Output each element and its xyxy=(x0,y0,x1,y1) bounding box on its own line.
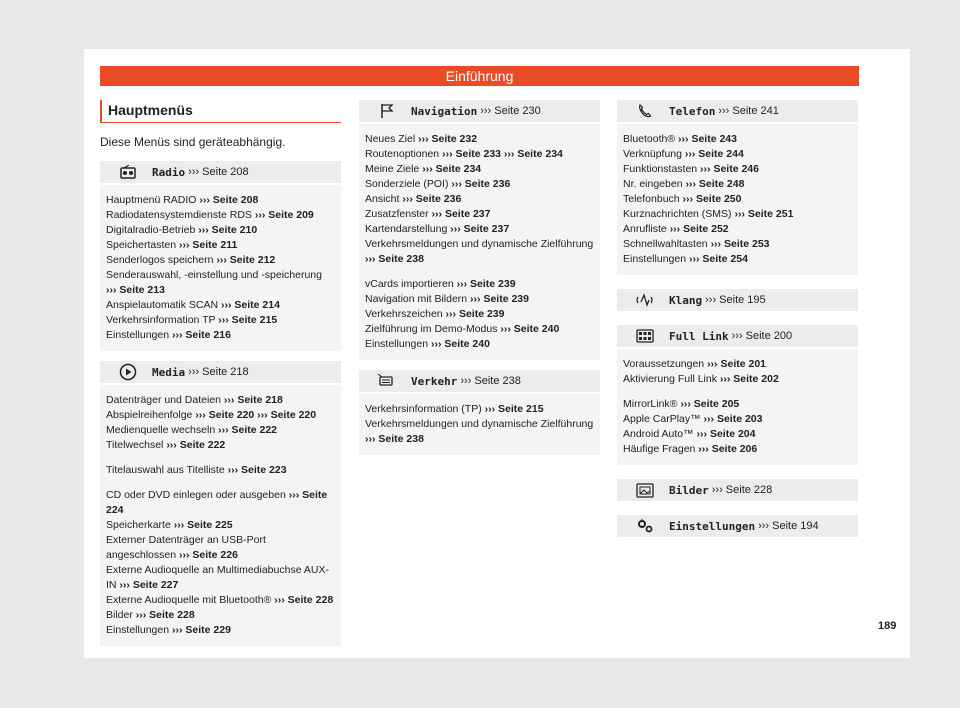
list-item-label: Verkehrsinformation (TP) xyxy=(365,403,485,415)
list-item xyxy=(623,237,852,252)
menu-box-title: Full Link xyxy=(669,329,729,343)
menu-box-body xyxy=(617,349,858,465)
list-item xyxy=(623,442,852,457)
menu-box-header xyxy=(617,325,858,347)
list-item-page-ref[interactable]: ››› Seite 215 xyxy=(218,314,278,326)
list-item xyxy=(106,268,335,298)
list-item xyxy=(106,408,335,423)
menu-box-page-ref[interactable]: ››› Seite 238 xyxy=(460,375,521,387)
list-item xyxy=(365,322,594,337)
menu-box-verkehr xyxy=(359,370,600,455)
menu-box-page-ref[interactable]: ››› Seite 200 xyxy=(731,330,793,342)
list-item xyxy=(106,238,335,253)
list-item-page-ref[interactable]: ››› Seite 222 xyxy=(218,424,278,436)
list-item-label: Nr. eingeben xyxy=(623,178,686,190)
menu-box-page-ref[interactable]: ››› Seite 241 xyxy=(718,105,779,117)
list-item-page-ref[interactable]: ››› Seite 216 xyxy=(171,329,231,341)
menu-box-header xyxy=(359,100,600,122)
list-item-page-ref[interactable]: ››› Seite 229 xyxy=(171,624,231,636)
list-item-label: Apple CarPlay™ xyxy=(623,413,704,425)
list-item xyxy=(106,608,335,623)
list-item-label: Verkehrsmeldungen und dynamische Zielführung xyxy=(365,238,594,250)
list-item xyxy=(106,623,335,638)
list-item-label: Einstellungen xyxy=(365,338,431,350)
list-item-page-ref[interactable]: ››› Seite 248 xyxy=(685,178,745,190)
list-item-page-ref[interactable]: ››› Seite 212 xyxy=(216,254,276,266)
list-item-page-ref[interactable]: ››› Seite 238 xyxy=(365,253,424,265)
list-item xyxy=(365,147,594,162)
list-item xyxy=(106,593,335,608)
menu-box-header xyxy=(617,289,858,311)
list-item-label: Navigation mit Bildern xyxy=(365,293,471,305)
list-item xyxy=(623,397,852,412)
list-item-page-ref[interactable]: ››› Seite 239 xyxy=(445,308,505,320)
radio-icon xyxy=(108,165,148,179)
menu-box-full-link xyxy=(617,325,858,465)
menu-box-title: Bilder xyxy=(669,483,709,497)
menu-box-title: Telefon xyxy=(669,104,716,118)
list-item xyxy=(365,417,594,447)
list-item xyxy=(623,162,852,177)
list-item-page-ref[interactable]: ››› Seite 253 xyxy=(710,238,770,250)
menu-box-body xyxy=(617,124,858,275)
list-item-label: CD oder DVD einlegen oder ausgeben xyxy=(106,489,289,501)
list-item-page-ref[interactable]: ››› Seite 232 xyxy=(418,133,478,145)
list-item-label: Verknüpfung xyxy=(623,148,685,160)
list-item xyxy=(365,207,594,222)
list-item xyxy=(365,402,594,417)
section-title: Hauptmenüs xyxy=(100,100,341,123)
phone-icon xyxy=(625,103,665,119)
menu-box-header xyxy=(100,161,341,183)
list-item-label: Externer Datenträger an USB-Port angeschlossen xyxy=(106,534,266,561)
menu-box-media xyxy=(100,361,341,646)
list-item-page-ref[interactable]: ››› Seite 208 xyxy=(199,194,259,206)
list-item xyxy=(106,563,335,593)
traffic-icon xyxy=(367,374,407,388)
list-item xyxy=(365,162,594,177)
list-item xyxy=(365,237,594,267)
menu-box-page-ref[interactable]: ››› Seite 228 xyxy=(711,484,773,496)
sound-icon xyxy=(625,292,665,308)
list-item-page-ref[interactable]: ››› Seite 213 xyxy=(106,284,165,296)
settings-gear-icon xyxy=(625,518,665,534)
list-item xyxy=(106,253,335,268)
list-item-page-ref[interactable]: ››› Seite 203 xyxy=(703,413,763,425)
list-item xyxy=(623,372,852,387)
list-item-label: Kartendarstellung xyxy=(365,223,451,235)
list-item-label: Externe Audioquelle an Multimediabuchse AUX-IN xyxy=(106,564,329,591)
list-item xyxy=(623,427,852,442)
list-item-label: Ansicht xyxy=(365,193,403,205)
list-item-label: Bilder xyxy=(106,609,136,621)
list-item-page-ref[interactable]: ››› Seite 223 xyxy=(227,464,287,476)
list-item-label: Zusatzfenster xyxy=(365,208,432,220)
list-item-page-ref[interactable]: ››› Seite 204 xyxy=(696,428,756,440)
menu-box-title: Navigation xyxy=(411,104,478,118)
list-item xyxy=(623,222,852,237)
list-item-label: Anrufliste xyxy=(623,223,670,235)
list-item xyxy=(365,292,594,307)
page-number: 189 xyxy=(878,620,897,632)
column-left xyxy=(100,100,341,656)
list-item xyxy=(623,192,852,207)
list-item xyxy=(365,307,594,322)
list-item xyxy=(623,132,852,147)
spacer xyxy=(365,267,594,277)
list-item-page-ref[interactable]: ››› Seite 227 xyxy=(119,579,179,591)
list-item-page-ref[interactable]: ››› Seite 209 xyxy=(254,209,314,221)
menu-box-header xyxy=(617,100,858,122)
list-item-page-ref[interactable]: ››› Seite 236 xyxy=(402,193,462,205)
list-item xyxy=(106,298,335,313)
list-item-page-ref[interactable]: ››› Seite 239 xyxy=(456,278,516,290)
list-item-page-ref[interactable]: ››› Seite 233 ››› Seite 234 xyxy=(442,148,563,160)
list-item xyxy=(365,337,594,352)
menu-box-radio xyxy=(100,161,341,351)
list-item-page-ref[interactable]: ››› Seite 225 xyxy=(173,519,233,531)
menu-box-page-ref[interactable]: ››› Seite 218 xyxy=(188,366,249,378)
list-item xyxy=(106,328,335,343)
list-item-label: Schnellwahltasten xyxy=(623,238,711,250)
fulllink-icon xyxy=(625,329,665,343)
list-item xyxy=(106,438,335,453)
list-item xyxy=(623,207,852,222)
list-item-label: Abspielreihenfolge xyxy=(106,409,196,421)
menu-box-page-ref[interactable]: ››› Seite 195 xyxy=(705,294,766,306)
column-middle xyxy=(359,100,600,465)
list-item xyxy=(365,192,594,207)
list-item xyxy=(365,132,594,147)
list-item-label: Sonderziele (POI) xyxy=(365,178,452,190)
list-item xyxy=(106,463,335,478)
list-item xyxy=(365,177,594,192)
list-item xyxy=(623,412,852,427)
list-item-label: Radiodatensystemdienste RDS xyxy=(106,209,255,221)
list-item-label: Routenoptionen xyxy=(365,148,443,160)
list-item xyxy=(106,533,335,563)
spacer xyxy=(106,478,335,488)
media-play-icon xyxy=(108,363,148,381)
list-item-label: Speichertasten xyxy=(106,239,179,251)
menu-box-bilder xyxy=(617,479,858,501)
list-item-label: Hauptmenü RADIO xyxy=(106,194,200,206)
menu-box-title: Verkehr xyxy=(411,374,458,388)
list-item xyxy=(106,393,335,408)
list-item-label: Aktivierung Full Link xyxy=(623,373,720,385)
list-item xyxy=(106,488,335,518)
list-item-page-ref[interactable]: ››› Seite 210 xyxy=(198,224,258,236)
list-item-page-ref[interactable]: ››› Seite 254 xyxy=(688,253,748,265)
list-item-page-ref[interactable]: ››› Seite 224 xyxy=(106,489,328,516)
list-item-page-ref[interactable]: ››› Seite 237 xyxy=(450,223,510,235)
list-item-label: MirrorLink® xyxy=(623,398,681,410)
list-item-page-ref[interactable]: ››› Seite 201 xyxy=(707,358,767,370)
list-item-label: Verkehrsinformation TP xyxy=(106,314,219,326)
list-item-label: Funktionstasten xyxy=(623,163,701,175)
list-item xyxy=(623,357,852,372)
column-right xyxy=(617,100,858,547)
list-item-label: Einstellungen xyxy=(106,624,172,636)
menu-box-body xyxy=(100,385,341,646)
list-item-page-ref[interactable]: ››› Seite 220 ››› Seite 220 xyxy=(195,409,317,421)
list-item-label: Verkehrsmeldungen und dynamische Zielführung xyxy=(365,418,594,430)
list-item-label: Häufige Fragen xyxy=(623,443,699,455)
list-item-label: Externe Audioquelle mit Bluetooth® xyxy=(106,594,275,606)
list-item-label: Kurznachrichten (SMS) xyxy=(623,208,735,220)
list-item-label: Zielführung im Demo-Modus xyxy=(365,323,501,335)
menu-box-header xyxy=(617,479,858,501)
image-icon xyxy=(625,483,665,498)
list-item-label: Einstellungen xyxy=(106,329,172,341)
list-item-page-ref[interactable]: ››› Seite 215 xyxy=(484,403,544,415)
list-item-label: Android Auto™ xyxy=(623,428,697,440)
list-item-label: Einstellungen xyxy=(623,253,689,265)
list-item-label: Bluetooth® xyxy=(623,133,679,145)
section-intro: Diese Menüs sind geräteabhängig. xyxy=(100,135,286,149)
menu-box-header xyxy=(100,361,341,383)
list-item xyxy=(106,223,335,238)
list-item-label: Meine Ziele xyxy=(365,163,423,175)
list-item-page-ref[interactable]: ››› Seite 202 xyxy=(719,373,779,385)
menu-box-klang xyxy=(617,289,858,311)
list-item-page-ref[interactable]: ››› Seite 206 xyxy=(698,443,758,455)
menu-box-title: Einstellungen xyxy=(669,519,756,533)
spacer xyxy=(623,387,852,397)
list-item-label: Verkehrszeichen xyxy=(365,308,446,320)
flag-icon xyxy=(367,103,407,119)
list-item-label: Datenträger und Dateien xyxy=(106,394,224,406)
list-item xyxy=(106,423,335,438)
menu-box-telefon xyxy=(617,100,858,275)
list-item-label: vCards importieren xyxy=(365,278,457,290)
list-item-page-ref[interactable]: ››› Seite 222 xyxy=(166,439,226,451)
list-item-page-ref[interactable]: ››› Seite 211 xyxy=(178,239,238,251)
list-item-page-ref[interactable]: ››› Seite 251 xyxy=(734,208,794,220)
list-item-page-ref[interactable]: ››› Seite 226 xyxy=(178,549,238,561)
list-item-page-ref[interactable]: ››› Seite 246 xyxy=(700,163,759,175)
list-item-page-ref[interactable]: ››› Seite 228 xyxy=(135,609,195,621)
list-item-page-ref[interactable]: ››› Seite 218 xyxy=(223,394,283,406)
list-item-label: Anspielautomatik SCAN xyxy=(106,299,221,311)
list-item-page-ref[interactable]: ››› Seite 228 xyxy=(274,594,334,606)
menu-box-page-ref[interactable]: ››› Seite 208 xyxy=(188,166,249,178)
list-item-page-ref[interactable]: ››› Seite 214 xyxy=(220,299,280,311)
menu-box-header xyxy=(617,515,858,537)
menu-box-title: Media xyxy=(152,365,186,379)
list-item-page-ref[interactable]: ››› Seite 240 xyxy=(500,323,560,335)
list-item-page-ref[interactable]: ››› Seite 250 xyxy=(682,193,742,205)
list-item-label: Digitalradio-Betrieb xyxy=(106,224,199,236)
list-item xyxy=(106,208,335,223)
menu-box-title: Klang xyxy=(669,293,703,307)
list-item xyxy=(623,177,852,192)
menu-box-body xyxy=(359,124,600,360)
list-item xyxy=(106,193,335,208)
list-item-label: Senderlogos speichern xyxy=(106,254,217,266)
list-item-page-ref[interactable]: ››› Seite 237 xyxy=(431,208,491,220)
list-item-page-ref[interactable]: ››› Seite 205 xyxy=(680,398,740,410)
menu-box-page-ref[interactable]: ››› Seite 194 xyxy=(758,520,819,532)
list-item xyxy=(623,252,852,267)
list-item-page-ref[interactable]: ››› Seite 238 xyxy=(365,433,424,445)
list-item xyxy=(106,518,335,533)
list-item xyxy=(106,313,335,328)
list-item xyxy=(623,147,852,162)
menu-box-body xyxy=(359,394,600,455)
menu-box-navigation xyxy=(359,100,600,360)
menu-box-body xyxy=(100,185,341,351)
list-item-page-ref[interactable]: ››› Seite 252 xyxy=(669,223,729,235)
list-item-page-ref[interactable]: ››› Seite 236 xyxy=(451,178,511,190)
list-item-label: Telefonbuch xyxy=(623,193,683,205)
list-item-label: Titelwechsel xyxy=(106,439,167,451)
list-item-label: Medienquelle wechseln xyxy=(106,424,219,436)
list-item-page-ref[interactable]: ››› Seite 234 xyxy=(422,163,482,175)
menu-box-title: Radio xyxy=(152,165,186,179)
list-item xyxy=(365,222,594,237)
chapter-header: Einführung xyxy=(100,66,859,86)
list-item-label: Speicherkarte xyxy=(106,519,174,531)
list-item-page-ref[interactable]: ››› Seite 243 xyxy=(678,133,737,145)
list-item-label: Neues Ziel xyxy=(365,133,419,145)
list-item-page-ref[interactable]: ››› Seite 244 xyxy=(684,148,744,160)
list-item-label: Voraussetzungen xyxy=(623,358,708,370)
list-item-page-ref[interactable]: ››› Seite 240 xyxy=(430,338,490,350)
list-item-page-ref[interactable]: ››› Seite 239 xyxy=(470,293,529,305)
menu-box-page-ref[interactable]: ››› Seite 230 xyxy=(480,105,541,117)
menu-box-einstellungen xyxy=(617,515,858,537)
list-item-label: Titelauswahl aus Titelliste xyxy=(106,464,228,476)
spacer xyxy=(106,453,335,463)
list-item xyxy=(365,277,594,292)
menu-box-header xyxy=(359,370,600,392)
list-item-label: Senderauswahl, -einstellung und -speicherung xyxy=(106,269,322,281)
